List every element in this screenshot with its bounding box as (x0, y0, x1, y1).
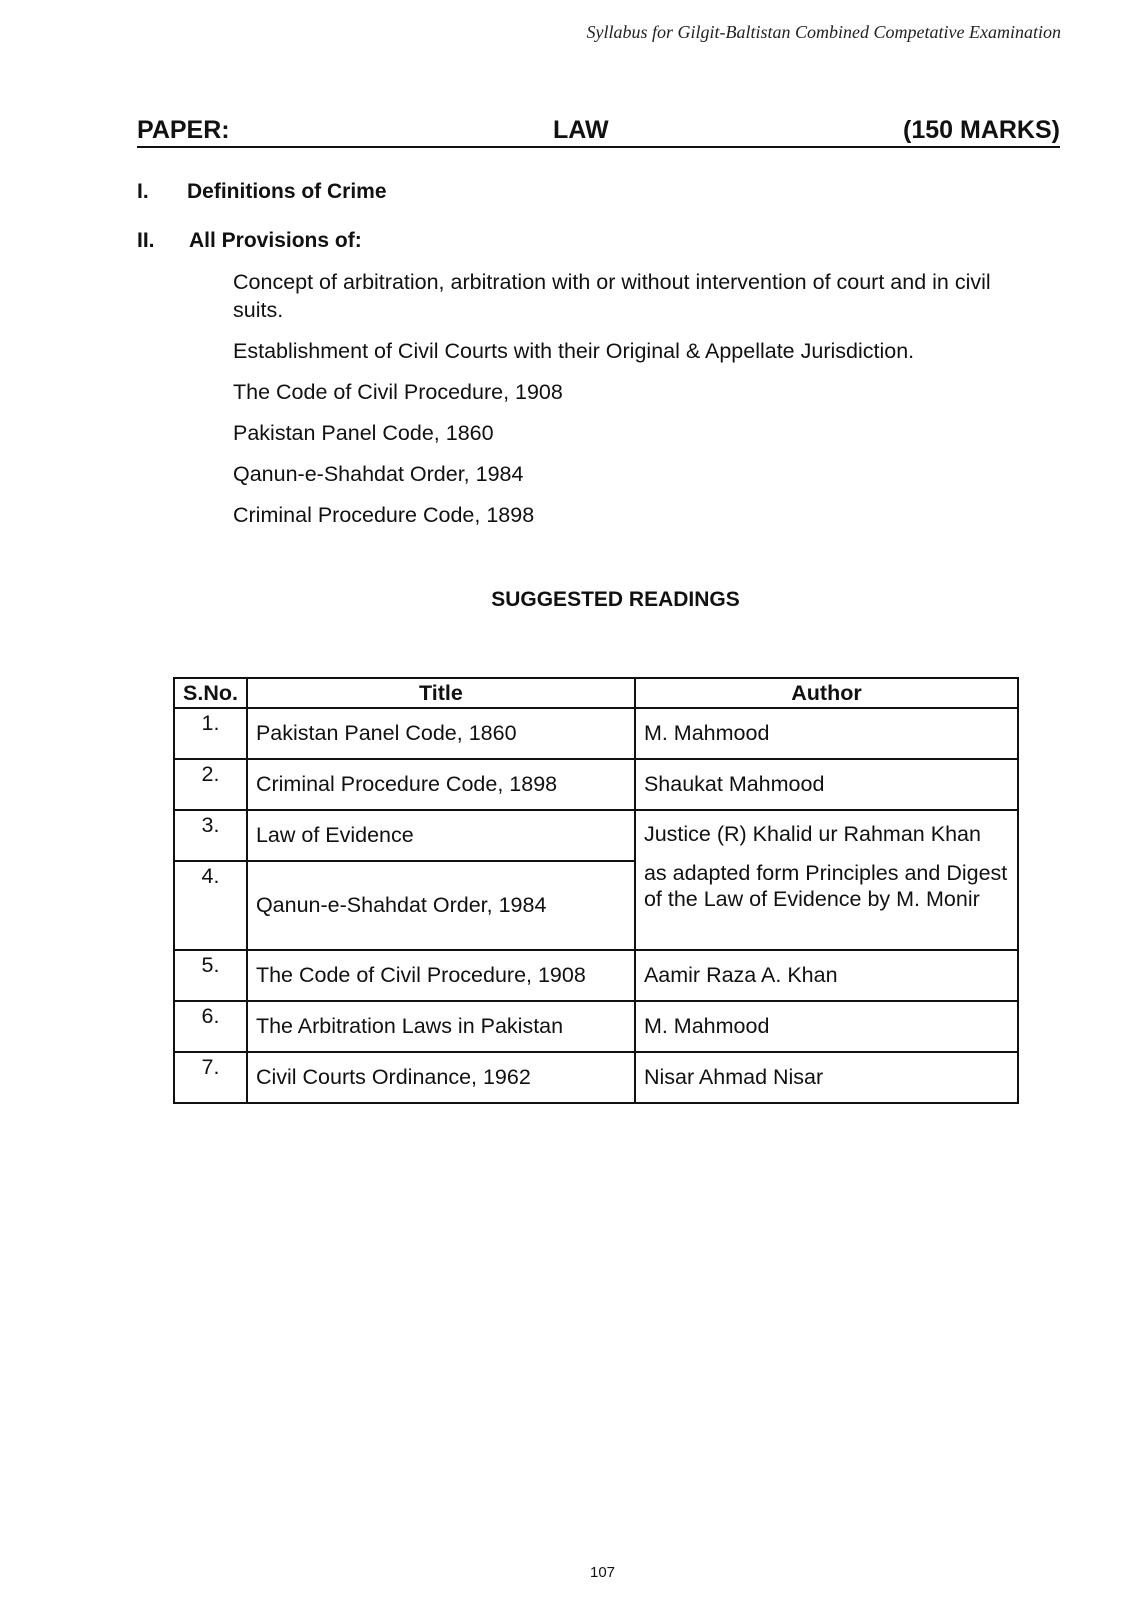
cell-author: Aamir Raza A. Khan (635, 950, 1018, 1001)
cell-title: Pakistan Panel Code, 1860 (247, 708, 635, 759)
author-line: Justice (R) Khalid ur Rahman Khan (643, 822, 981, 846)
cell-sno: 5. (174, 950, 247, 1001)
section-number: II. (137, 229, 155, 252)
suggested-readings-title: SUGGESTED READINGS (491, 588, 740, 611)
paper-label: PAPER: (137, 116, 230, 144)
paper-subject: LAW (553, 116, 609, 144)
section-title: All Provisions of: (189, 229, 362, 252)
provision-item: Establishment of Civil Courts with their Original & Appellate Jurisdiction. (233, 339, 915, 363)
provisions-list (233, 268, 1003, 542)
cell-author: Shaukat Mahmood (635, 759, 1018, 810)
cell-title: Criminal Procedure Code, 1898 (247, 759, 635, 810)
paper-heading (137, 116, 1060, 148)
page-number: 107 (589, 1564, 616, 1581)
cell-title: The Code of Civil Procedure, 1908 (247, 950, 635, 1001)
cell-author: M. Mahmood (635, 1001, 1018, 1052)
provision-item: Concept of arbitration, arbitration with or without intervention of court and in civil suits. (233, 270, 991, 322)
provision-item: Pakistan Panel Code, 1860 (233, 421, 494, 445)
cell-author: M. Mahmood (635, 708, 1018, 759)
cell-sno: 4. (174, 861, 247, 950)
column-header-sno: S.No. (174, 678, 247, 708)
cell-sno: 6. (174, 1001, 247, 1052)
author-line: as adapted form Principles and Digest of the Law of Evidence by M. Monir (643, 861, 1008, 911)
running-header: Syllabus for Gilgit-Baltistan Combined Competative Examination (586, 22, 1061, 42)
cell-sno: 3. (174, 810, 247, 861)
paper-marks: (150 MARKS) (903, 116, 1060, 144)
section-number: I. (137, 180, 149, 203)
column-header-title: Title (247, 678, 635, 708)
table-row (174, 759, 1018, 810)
table-row (174, 810, 1018, 861)
table-row (174, 1052, 1018, 1103)
cell-title: The Arbitration Laws in Pakistan (247, 1001, 635, 1052)
cell-author-merged (635, 810, 1018, 950)
table-header-row (174, 678, 1018, 708)
column-header-author: Author (635, 678, 1018, 708)
cell-sno: 2. (174, 759, 247, 810)
cell-title: Qanun-e-Shahdat Order, 1984 (247, 861, 635, 950)
provision-item: The Code of Civil Procedure, 1908 (233, 380, 563, 404)
table-row (174, 708, 1018, 759)
cell-sno: 7. (174, 1052, 247, 1103)
suggested-readings-table (173, 677, 1019, 1104)
table-row (174, 950, 1018, 1001)
cell-author: Nisar Ahmad Nisar (635, 1052, 1018, 1103)
table-row (174, 1001, 1018, 1052)
cell-title: Law of Evidence (247, 810, 635, 861)
provision-item: Qanun-e-Shahdat Order, 1984 (233, 462, 524, 486)
cell-title: Civil Courts Ordinance, 1962 (247, 1052, 635, 1103)
cell-sno: 1. (174, 708, 247, 759)
section-title: Definitions of Crime (187, 180, 387, 203)
provision-item: Criminal Procedure Code, 1898 (233, 503, 535, 527)
